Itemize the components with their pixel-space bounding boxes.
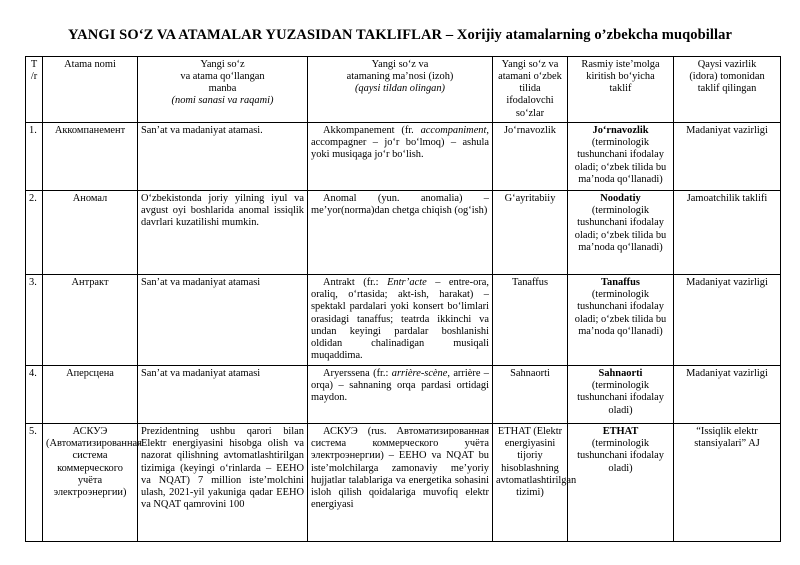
table-row [26, 190, 781, 274]
proposal-term: Sahnaorti [598, 367, 643, 379]
cell-number: 5. [26, 423, 43, 541]
proposal-note: (terminologik tushunchani ifodalay oladi) [577, 438, 664, 474]
column-header-proposal-line3: taklif [609, 83, 632, 95]
proposal-term: Tanaffus [601, 276, 640, 288]
column-header-source-line2: va atama qo‘llangan [180, 70, 265, 82]
cell-meaning: Akkompanement (fr. accompaniment, accompagner – jo‘r bo‘lmoq) – ashula yoki musiqaga jo‘r bo‘lish. [308, 122, 493, 190]
column-header-proposal-line2: kiritish bo‘yicha [586, 70, 655, 82]
column-header-meaning [308, 56, 493, 122]
table-row [26, 423, 781, 541]
cell-meaning: Antrakt (fr.: Entr’acte – entre-ora, oraliq, o‘rtasida; akt-ish, harakat) – spektakl pardalari yoki konsert bo‘limlari orasidagi tanaffus; teatrda ikkinchi va undan keyingi pardalar boshlanishi oldidan chalinadigan musiqali muqaddima. [308, 274, 493, 365]
column-header-uzbek-line1: Yangi so‘z va [501, 58, 559, 70]
cell-term: Аккомпанемент [43, 122, 138, 190]
column-header-uzbek-line4: so‘zlar [515, 107, 545, 119]
column-header-source-line1: Yangi so‘z [200, 58, 245, 70]
column-header-source-line4: (nomi sanasi va raqami) [171, 95, 274, 107]
cell-proposal [568, 365, 674, 423]
column-header-source-line3: manba [208, 83, 237, 95]
proposal-term: Jo‘rnavozlik [592, 124, 649, 136]
column-header-number [26, 56, 43, 122]
cell-proposal [568, 190, 674, 274]
cell-source: San’at va madaniyat atamasi [138, 274, 308, 365]
cell-proposal [568, 274, 674, 365]
cell-number: 1. [26, 122, 43, 190]
column-header-ministry-line1: Qaysi vazirlik [697, 58, 757, 70]
etymology-italic: accompaniment [420, 124, 487, 136]
table-header [26, 56, 781, 122]
proposal-term: ETHAT [602, 425, 639, 437]
column-header-meaning-line1: Yangi so‘z va [371, 58, 429, 70]
cell-term: Аперсцена [43, 365, 138, 423]
cell-source: San’at va madaniyat atamasi. [138, 122, 308, 190]
cell-uzbek-equivalent: Sahnaorti [493, 365, 568, 423]
column-header-uzbek-equivalent [493, 56, 568, 122]
column-header-proposal-line1: Rasmiy iste’molga [581, 58, 660, 70]
cell-uzbek-equivalent: G‘ayritabiiy [493, 190, 568, 274]
column-header-number-line1: T [30, 58, 38, 70]
cell-proposal [568, 423, 674, 541]
column-header-source [138, 56, 308, 122]
proposal-note: (terminologik tushunchani ifodalay oladi) [577, 380, 664, 416]
column-header-ministry-line3: taklif qilingan [697, 83, 757, 95]
cell-proposal [568, 122, 674, 190]
cell-uzbek-equivalent: Tanaffus [493, 274, 568, 365]
table-row [26, 365, 781, 423]
cell-ministry: Madaniyat vazirligi [674, 274, 781, 365]
cell-term: АСКУЭ (Автоматизированная система коммерческого учёта электроэнергии) [43, 423, 138, 541]
column-header-ministry-line2: (idora) tomonidan [689, 70, 765, 82]
proposal-term: Noodatiy [600, 192, 641, 204]
column-header-meaning-line3: (qaysi tildan olingan) [354, 83, 446, 95]
cell-number: 2. [26, 190, 43, 274]
cell-ministry: “Issiqlik elektr stansiyalari” AJ [674, 423, 781, 541]
table-row [26, 122, 781, 190]
cell-term: Аномал [43, 190, 138, 274]
cell-meaning: Anomal (yun. anomalia) – me’yor(norma)dan chetga chiqish (og‘ish) [308, 190, 493, 274]
cell-ministry: Madaniyat vazirligi [674, 365, 781, 423]
cell-source: Prezidentning ushbu qarori bilan Elektr energiyasini hisobga olish va nazorat qilishning avtomatlashtirilgan tizimiga (keyingi o‘rinlarda – EEHO va NQAT) 7 million iste’molchini ulash, 2021-yil yakuniga qadar EEHO va NQAT qamrovini 100 [138, 423, 308, 541]
table-body [26, 122, 781, 541]
column-header-number-line2: /r [30, 70, 38, 82]
etymology-italic: arrière-scène [391, 367, 448, 379]
proposal-note: (terminologik tushunchani ifodalay oladi; o‘zbek tilida bu ma’noda qo‘llanadi) [574, 137, 667, 185]
column-header-meaning-line2: atamaning ma’nosi (izoh) [346, 70, 454, 82]
cell-number: 4. [26, 365, 43, 423]
cell-source: San’at va madaniyat atamasi [138, 365, 308, 423]
column-header-uzbek-line2: atamani o‘zbek [498, 70, 562, 82]
proposal-note: (terminologik tushunchani ifodalay oladi; o‘zbek tilida bu ma’noda qo‘llanadi) [574, 205, 667, 253]
page-title: YANGI SO‘Z VA ATAMALAR YUZASIDAN TAKLIFLAR – Xorijiy atamalarning o’zbekcha muqobillar [67, 27, 733, 43]
cell-ministry: Jamoatchilik taklifi [674, 190, 781, 274]
column-header-proposal [568, 56, 674, 122]
column-header-uzbek-line3: tilida ifodalovchi [506, 83, 554, 107]
cell-term: Антракт [43, 274, 138, 365]
cell-uzbek-equivalent: ETHAT (Elektr energiyasini tijoriy hisoblashning avtomatlashtirilgan tizimi) [493, 423, 568, 541]
etymology-italic: Entr’acte [387, 276, 427, 288]
cell-meaning: АСКУЭ (rus. Автоматизированная система коммерческого учёта электроэнергии) – EEHO va NQAT bu iste’molchilarga zamonaviy me’yoriy hujjatlar talablariga va energetika sohasini isloh qilish qoidalariga muvofiq elektr energiyasi [308, 423, 493, 541]
cell-uzbek-equivalent: Jo‘rnavozlik [493, 122, 568, 190]
cell-ministry: Madaniyat vazirligi [674, 122, 781, 190]
column-header-ministry [674, 56, 781, 122]
table-row [26, 274, 781, 365]
proposal-note: (terminologik tushunchani ifodalay oladi; o‘zbek tilida bu ma’noda qo‘llanadi) [574, 289, 667, 337]
cell-meaning: Aryerssena (fr.: arrière-scène, arrière – orqa) – sahnaning orqa pardasi ortidagi maydon. [308, 365, 493, 423]
column-header-term: Atama nomi [43, 56, 138, 122]
table-header-row [26, 56, 781, 122]
terminology-table [25, 56, 781, 542]
cell-source: O‘zbekistonda joriy yilning iyul va avgust oyi boshlarida anomal issiqlik davrlari kuzatilishi mumkin. [138, 190, 308, 274]
cell-number: 3. [26, 274, 43, 365]
